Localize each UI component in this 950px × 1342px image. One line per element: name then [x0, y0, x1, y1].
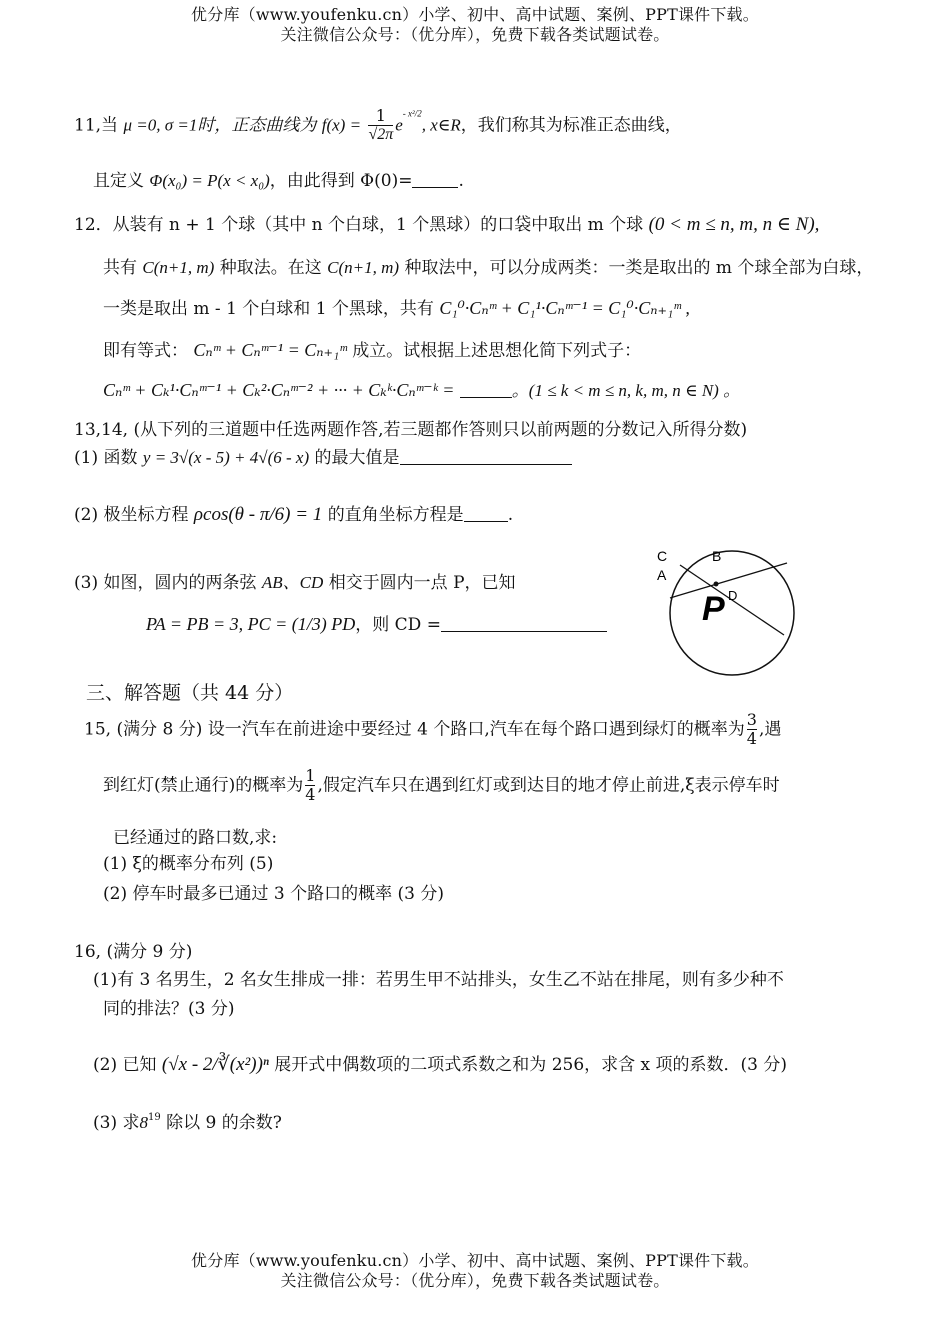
q11-answer-blank — [412, 171, 458, 188]
q15-line1: 15, (满分 8 分) 设一汽车在前进途中要经过 4 个路口,汽车在每个路口遇到绿灯的概率为 — [84, 719, 745, 740]
label-c: C — [657, 548, 668, 564]
q13-p2-formula: ρcos(θ - π/6) = 1 — [193, 504, 323, 525]
q16-p3-label: (3) 求 — [93, 1113, 140, 1133]
q11-tail: ，我们称其为标准正态曲线， — [460, 115, 682, 136]
q16-p1-line-2: 同的排法？(3 分) — [103, 999, 235, 1019]
q13-p1-formula: y = 3√(x - 5) + 4√(6 - x) — [142, 448, 310, 467]
q12-line2a: 共有 — [103, 258, 137, 278]
q12-line-5 — [103, 376, 740, 401]
label-d: D — [728, 588, 738, 603]
q11-line2-tail: ，由此得到 Φ(0)= — [269, 171, 413, 191]
q12-line4b: 成立。试根据上述思想化简下列式子： — [352, 341, 642, 361]
q12-line1-cond: (0 < m ≤ n, m, n ∈ N), — [648, 214, 820, 235]
q11-exp-base: e — [395, 115, 403, 135]
q11-frac-den: √2π — [368, 125, 394, 143]
q13-p3-answer-blank — [441, 615, 607, 632]
label-a: A — [657, 567, 667, 583]
footer-line-2: 关注微信公众号：（优分库），免费下载各类试题试卷。 — [280, 1271, 670, 1290]
footer-line-1: 优分库（www.youfenku.cn）小学、初中、高中试题、案例、PPT课件下载。 — [191, 1251, 759, 1270]
q11-domain: , x∈R — [421, 115, 461, 135]
q15-line1-tail: ,遇 — [758, 719, 782, 740]
q11-fraction — [368, 108, 393, 144]
q15-frac2-num: 1 — [305, 766, 316, 785]
q13-p2-answer-blank — [464, 505, 508, 522]
label-b: B — [712, 548, 722, 564]
header-line-1: 优分库（www.youfenku.cn）小学、初中、高中试题、案例、PPT课件下载。 — [191, 5, 759, 24]
q13-p3-tail2: ，则 CD = — [355, 615, 441, 635]
q15-line-2 — [103, 768, 780, 804]
q11-line-2 — [93, 166, 464, 191]
point-p-dot — [714, 582, 719, 587]
q12-line2-comb: C(n+1, m) — [142, 258, 215, 277]
q13-p2-tail: 的直角坐标方程是 — [327, 505, 464, 525]
q16-p2-label: (2) 已知 — [93, 1055, 157, 1075]
q13-p1-label: (1) — [74, 448, 99, 468]
q13-p3-chords: AB、CD — [261, 573, 324, 592]
q12-line2c: 种取法中，可以分成两类：一类是取出的 m 个球全部为白球， — [404, 258, 874, 278]
q16-p1-line-1: (1)有 3 名男生，2 名女生排成一排：若男生甲不站排头，女生乙不站在排尾，则有多少种不 — [93, 970, 784, 990]
q11-line2-formula: Φ(x₀) = P(x < x₀) — [149, 171, 270, 190]
q15-line-3: 已经通过的路口数,求: — [113, 828, 278, 848]
q11-line2-lead: 且定义 — [93, 171, 144, 191]
circle — [670, 551, 794, 675]
q11-line-1 — [74, 108, 682, 144]
q15-frac1-den: 4 — [746, 728, 757, 748]
q11-number: 11, — [74, 115, 102, 136]
q13-p2-period: . — [507, 505, 514, 525]
q12-line4-formula: Cₙᵐ + Cₙᵐ⁻¹ = Cₙ₊₁ᵐ — [193, 340, 347, 360]
q12-line1: 从装有 n + 1 个球（其中 n 个白球，1 个黑球）的口袋中取出 m 个球 — [112, 215, 644, 235]
q13-14-intro: 13,14, (从下列的三道题中任选两题作答,若三题都作答则只以前两题的分数记入所得分数) — [74, 420, 748, 440]
section-3-title: 三、解答题（共 44 分） — [86, 682, 294, 704]
q16-title: 16, (满分 9 分) — [74, 942, 193, 962]
q12-line-3 — [103, 294, 690, 319]
q12-line-4 — [103, 336, 641, 361]
q13-p1-tail: 的最大值是 — [314, 448, 400, 468]
q13-p3-formula: PA = PB = 3, PC = (1/3) PD — [146, 614, 356, 634]
q15-frac-2 — [305, 768, 315, 804]
q11-period: . — [458, 171, 464, 191]
q16-part-3 — [93, 1108, 282, 1133]
label-p: P — [702, 590, 725, 628]
q13-p1-answer-blank — [400, 448, 572, 465]
q13-p3-tail: 相交于圆内一点 P，已知 — [328, 573, 516, 593]
q15-line2: 到红灯(禁止通行)的概率为 — [103, 775, 304, 796]
q11-formula-f: f(x) = — [321, 115, 362, 135]
q12-line4a: 即有等式： — [103, 341, 188, 361]
q12-line2b: 种取法。在这 — [219, 258, 322, 278]
circle-chords-figure — [640, 540, 810, 680]
q12-line5-formula: Cₙᵐ + Cₖ¹·Cₙᵐ⁻¹ + Cₖ²·Cₙᵐ⁻² + ··· + Cₖᵏ·Cₙᵐ⁻ᵏ = — [103, 380, 455, 400]
q11-condition: μ =0, σ =1时，正态曲线为 — [123, 115, 317, 135]
q15-line2-tail: ,假定汽车只在遇到红灯或到达目的地才停止前进,ξ表示停车时 — [317, 775, 780, 796]
q13-14-part-3-line-2 — [146, 610, 607, 635]
q15-frac2-den: 4 — [305, 784, 316, 804]
q13-14-part-2 — [74, 500, 513, 526]
q12-line-2 — [103, 253, 873, 278]
q15-part-1: (1) ξ的概率分布列 (5) — [103, 854, 274, 874]
q15-part-2: (2) 停车时最多已通过 3 个路口的概率 (3 分) — [103, 884, 444, 904]
q15-frac-1 — [747, 712, 757, 748]
q12-line3-formula: C₁⁰·Cₙᵐ + C₁¹·Cₙᵐ⁻¹ = C₁⁰·Cₙ₊₁ᵐ , — [439, 298, 690, 318]
q13-p3-label: (3) 如图，圆内的两条弦 — [74, 573, 257, 593]
q13-14-part-1 — [74, 443, 572, 468]
q15-frac1-num: 3 — [746, 710, 757, 729]
q16-p3-exp: 19 — [147, 1112, 161, 1123]
q16-p3-tail: 除以 9 的余数? — [166, 1113, 282, 1133]
q12-number: 12． — [74, 215, 113, 235]
header-line-2: 关注微信公众号：（优分库），免费下载各类试题试卷。 — [280, 25, 670, 44]
q11-frac-num: 1 — [375, 106, 386, 125]
q12-answer-blank — [460, 381, 512, 398]
q12-line5-tail: 。(1 ≤ k < m ≤ n, k, m, n ∈ N) 。 — [511, 381, 741, 400]
q12-line-1 — [74, 210, 819, 236]
q13-p1-text: 函数 — [103, 448, 138, 468]
q16-p2-tail: 展开式中偶数项的二项式系数之和为 256，求含 x 项的系数．(3 分) — [274, 1055, 788, 1075]
q16-p2-formula: (√x - 2/∛(x²))ⁿ — [161, 1054, 269, 1075]
q12-line3a: 一类是取出 m - 1 个白球和 1 个黑球，共有 — [103, 299, 434, 319]
q16-p3-base: 8 — [139, 1113, 148, 1132]
q16-part-2 — [93, 1050, 787, 1076]
q11-lead: 当 — [101, 115, 119, 136]
q13-p2-label: (2) 极坐标方程 — [74, 505, 189, 525]
q12-line2-comb-2: C(n+1, m) — [327, 258, 400, 277]
q15-line-1 — [84, 712, 781, 748]
q11-exponent: - x²/2 — [402, 108, 422, 119]
q13-14-part-3 — [74, 568, 516, 593]
